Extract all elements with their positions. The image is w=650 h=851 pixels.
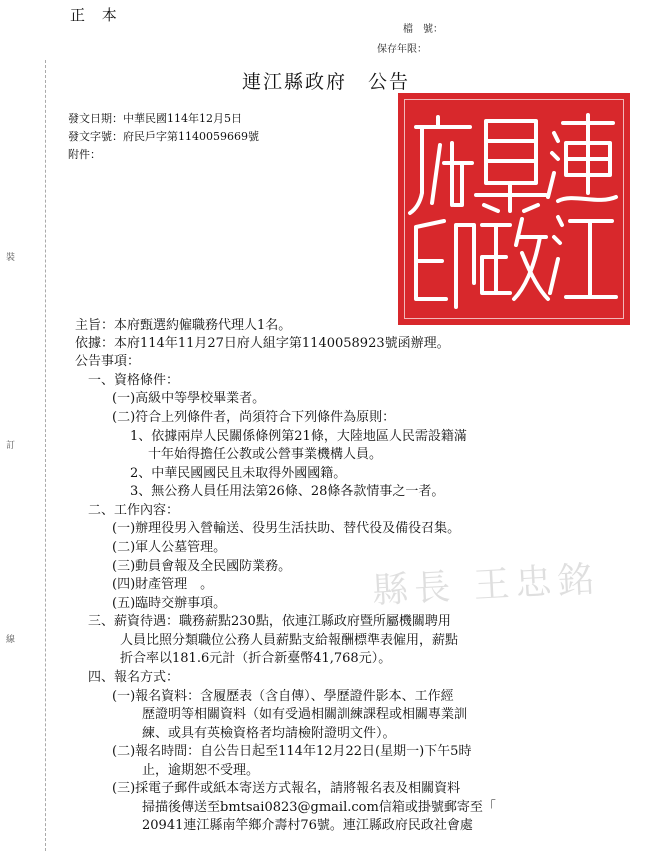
seal-char-xian	[476, 121, 546, 211]
registration-item-1-line-3: 練、或具有英檢資格者均請檢附證明文件）。	[142, 726, 396, 741]
binding-mark-zhuang: 裝	[6, 253, 16, 263]
section-salary-line-2: 人員比照分類職位公務人員薪點支給報酬標準表僱用，薪點	[120, 633, 459, 648]
qualification-subitem-1b: 十年始得擔任公教或公營事業機構人員。	[148, 447, 383, 462]
document-number: 發文字號：府民戶字第1140059669號	[68, 130, 259, 143]
issue-date: 發文日期：中華民國114年12月5日	[68, 112, 242, 125]
seal-char-fu	[410, 117, 472, 213]
registration-item-1-line-2: 歷證明等相關資料（如有受過相關訓練課程或相關專業訓	[142, 707, 468, 722]
registration-item-1-line-1: (一)報名資料：含履歷表（含自傳）、學歷證件影本、工作經	[112, 689, 454, 704]
registration-item-2-line-1: (二)報名時間：自公告日起至114年12月22日(星期一)下午5時	[112, 744, 472, 759]
qualification-subitem-2: 2、中華民國國民且未取得外國國籍。	[130, 466, 347, 481]
original-copy-mark: 正 本	[70, 6, 123, 24]
basis-line: 依據：本府114年11月27日府人組字第1140058923號函辦理。	[75, 336, 450, 351]
section-salary-line-3: 折合率以181.6元計（折合新臺幣41,768元）。	[120, 651, 392, 666]
qualification-subitem-1a: 1、依據兩岸人民關係條例第21條，大陸地區人民需設籍滿	[130, 429, 467, 444]
registration-item-2-line-2: 止，逾期恕不受理。	[142, 763, 260, 778]
job-item-4: (四)財產管理 。	[112, 577, 214, 592]
announcement-items-heading: 公告事項：	[75, 354, 141, 369]
section-registration: 四、報名方式：	[88, 670, 180, 685]
binding-mark-ding: 訂	[6, 441, 16, 451]
official-seal	[398, 93, 630, 325]
faded-signature-stamp: 縣長 王忠銘	[371, 559, 601, 612]
qualification-item-1: (一)高級中等學校畢業者。	[112, 391, 266, 406]
job-item-3: (三)動員會報及全民國防業務。	[112, 559, 292, 574]
registration-item-3-line-2: 掃描後傳送至bmtsai0823@gmail.com信箱或掛號郵寄至「	[142, 800, 496, 815]
file-number-label: 檔 號：	[403, 24, 443, 35]
seal-char-zheng	[482, 219, 548, 299]
job-item-5: (五)臨時交辦事項。	[112, 596, 227, 611]
section-job-content: 二、工作內容：	[88, 503, 180, 518]
qualification-item-2: (二)符合上列條件者，尚須符合下列條件為原則：	[112, 410, 396, 425]
job-item-1: (一)辦理役男入營輸送、役男生活扶助、替代役及備役召集。	[112, 521, 461, 536]
section-salary-line-1: 三、薪資待遇：職務薪點230點，依連江縣政府暨所屬機關聘用	[88, 614, 451, 629]
document-title: 連江縣政府 公告	[242, 71, 411, 93]
job-item-2: (二)軍人公墓管理。	[112, 540, 227, 555]
seal-char-jiang	[550, 217, 616, 297]
binding-rule	[45, 60, 46, 851]
seal-char-yin	[416, 221, 474, 307]
retention-period-label: 保存年限：	[377, 44, 427, 55]
registration-item-3-line-3: 20941連江縣南竿鄉介壽村76號。連江縣政府民政社會處	[142, 818, 473, 833]
subject-line: 主旨：本府甄選約僱職務代理人1名。	[75, 318, 292, 333]
section-qualifications: 一、資格條件：	[88, 373, 180, 388]
seal-char-lian	[548, 115, 616, 201]
attachment-label: 附件：	[68, 148, 101, 161]
binding-mark-xian: 線	[6, 635, 16, 645]
qualification-subitem-3: 3、無公務人員任用法第26條、28條各款情事之一者。	[130, 484, 445, 499]
registration-item-3-line-1: (三)採電子郵件或紙本寄送方式報名，請將報名表及相關資料	[112, 781, 461, 796]
